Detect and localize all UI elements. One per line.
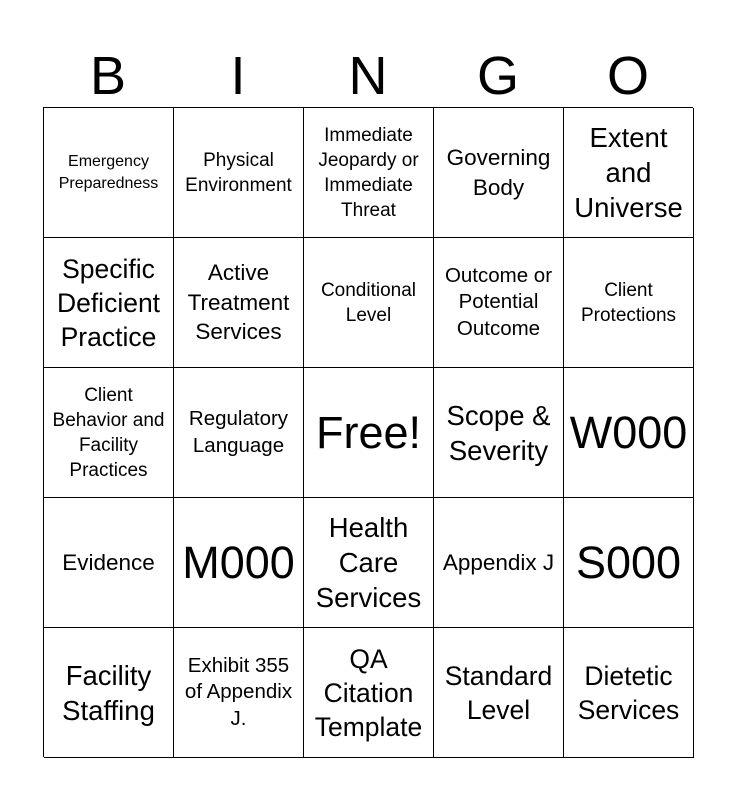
free-space-cell[interactable] bbox=[304, 368, 434, 498]
cell-text: Extent and Universe bbox=[574, 122, 683, 223]
bingo-cell[interactable] bbox=[564, 628, 694, 758]
bingo-cell[interactable] bbox=[44, 628, 174, 758]
cell-text: M000 bbox=[182, 536, 295, 588]
cell-text: QA Citation Template bbox=[314, 643, 423, 742]
bingo-cell[interactable] bbox=[434, 498, 564, 628]
bingo-cell[interactable] bbox=[564, 108, 694, 238]
cell-text: Client Protections bbox=[580, 279, 677, 326]
bingo-header bbox=[43, 44, 693, 108]
cell-text: Specific Deficient Practice bbox=[56, 253, 161, 352]
cell-text: Scope & Severity bbox=[446, 399, 551, 466]
cell-text: S000 bbox=[575, 536, 682, 588]
cell-text: Free! bbox=[315, 406, 422, 458]
cell-text: Standard Level bbox=[444, 660, 553, 725]
cell-text: Physical Environment bbox=[185, 149, 292, 196]
bingo-cell[interactable] bbox=[434, 368, 564, 498]
bingo-cell[interactable] bbox=[174, 498, 304, 628]
header-letter-o: O bbox=[606, 46, 649, 106]
header-letter-b: B bbox=[89, 46, 127, 106]
bingo-cell[interactable] bbox=[564, 498, 694, 628]
bingo-board bbox=[43, 107, 693, 757]
bingo-cell[interactable] bbox=[304, 628, 434, 758]
bingo-cell[interactable] bbox=[304, 108, 434, 238]
cell-text: Client Behavior and Facility Practices bbox=[52, 384, 165, 481]
cell-text: Evidence bbox=[62, 549, 155, 575]
cell-text: Governing Body bbox=[446, 145, 551, 200]
bingo-cell[interactable] bbox=[564, 238, 694, 368]
bingo-cell[interactable] bbox=[44, 368, 174, 498]
cell-text: Appendix J bbox=[442, 549, 555, 575]
cell-text: Facility Staffing bbox=[62, 659, 155, 726]
cell-text: Outcome or Potential Outcome bbox=[444, 263, 553, 340]
bingo-cell[interactable] bbox=[174, 108, 304, 238]
bingo-cell[interactable] bbox=[44, 498, 174, 628]
cell-text: Immediate Jeopardy or Immediate Threat bbox=[318, 124, 419, 221]
bingo-cell[interactable] bbox=[564, 368, 694, 498]
bingo-cell[interactable] bbox=[434, 238, 564, 368]
cell-text: Conditional Level bbox=[320, 279, 417, 326]
bingo-cell[interactable] bbox=[44, 108, 174, 238]
cell-text: Regulatory Language bbox=[188, 407, 289, 457]
bingo-cell[interactable] bbox=[174, 628, 304, 758]
bingo-cell[interactable] bbox=[434, 108, 564, 238]
cell-text: Health Care Services bbox=[315, 512, 422, 613]
bingo-cell[interactable] bbox=[434, 628, 564, 758]
cell-text: Exhibit 355 of Appendix J. bbox=[184, 653, 293, 730]
header-letter-n: N bbox=[348, 46, 388, 106]
bingo-cell[interactable] bbox=[174, 368, 304, 498]
bingo-cell[interactable] bbox=[44, 238, 174, 368]
bingo-cell[interactable] bbox=[174, 238, 304, 368]
cell-text: Dietetic Services bbox=[577, 660, 680, 725]
header-letter-g: G bbox=[476, 46, 519, 106]
cell-text: Active Treatment Services bbox=[187, 260, 290, 345]
bingo-cell[interactable] bbox=[304, 238, 434, 368]
bingo-cell[interactable] bbox=[304, 498, 434, 628]
cell-text: Emergency Preparedness bbox=[58, 152, 159, 192]
cell-text: W000 bbox=[569, 406, 688, 458]
header-letter-i: I bbox=[230, 46, 246, 106]
